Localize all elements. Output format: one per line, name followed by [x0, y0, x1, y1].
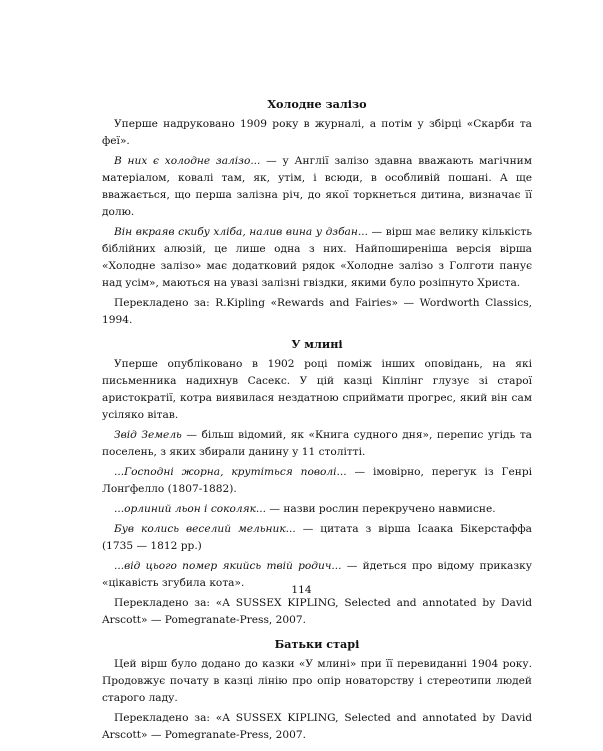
section-title: Холодне залізо [267, 97, 367, 111]
paragraph: Перекладено за: R.Kipling «Rewards and Fairies» — Wordworth Classics, 1994. [102, 297, 532, 326]
paragraph: Був колись веселий мельник... — цитата з вірша Ісаака Бікерстаффа (1735 — 1812 рр.) [102, 523, 532, 552]
section-old-fathers [102, 636, 532, 744]
paragraph: Він вкраяв скибу хліба, налив вина у дзбан... — вірш має велику кількість біблійних алюзій, це лише одна з них. Найпоширеніша версія вірша «Холодне залізо» має додатковий рядок «Холодне залізо з Голготи панує над усім», маються на увазі залізні гвіздки, якими було розіпнуто Христа. [102, 226, 532, 289]
paragraph: Уперше опубліковано в 1902 році поміж інших оповідань, на які письменника надихнув Сасекс. У цій казці Кіплінг глузує зі старої аристократії, котра виявилася нездатною сприймати прогрес, який він сам усіляко вітав. [102, 358, 532, 421]
paragraph: Цей вірш було додано до казки «У млині» при її перевиданні 1904 року. Продовжує почату в казці лінію про опір новаторству і стереотипи людей старого ладу. [102, 658, 532, 704]
paragraph: ...Господні жорна, крутіться поволі... — імовірно, перегук із Генрі Лонґфелло (1807-1882). [102, 466, 532, 495]
paragraph: Звід Земель — більш відомий, як «Книга судного дня», перепис угідь та поселень, з яких збирали данину у 11 столітті. [102, 429, 533, 458]
paragraph: Перекладено за: «A SUSSEX KIPLING, Selected and annotated by David Arscott» — Pomegranate-Press, 2007. [102, 712, 532, 741]
page-body [102, 96, 532, 751]
paragraph: Перекладено за: «A SUSSEX KIPLING, Selected and annotated by David Arscott» — Pomegranate-Press, 2007. [102, 597, 532, 626]
paragraph: ...орлиний льон і соколяк... — назви рослин перекручено навмисне. [114, 503, 496, 515]
section-title: У млині [291, 337, 343, 351]
paragraph: Уперше надруковано 1909 року в журналі, а потім у збірці «Скарби та феї». [102, 118, 532, 147]
paragraph: В них є холодне залізо... — у Англії залізо здавна вважають магічним матеріалом, ковалі там, як, утім, і всюди, в особливій пошані. А ще вважається, що перша залізна річ, до якої торкнеться дитина, визначає її долю. [102, 155, 532, 218]
page-number: 114 [291, 584, 312, 596]
paragraph: ...від цього помер якийсь твій родич... — йдеться про відому приказку «цікавість згубила кота». [102, 560, 532, 589]
section-title: Батьки старі [274, 637, 360, 651]
section-cold-iron [102, 96, 532, 329]
